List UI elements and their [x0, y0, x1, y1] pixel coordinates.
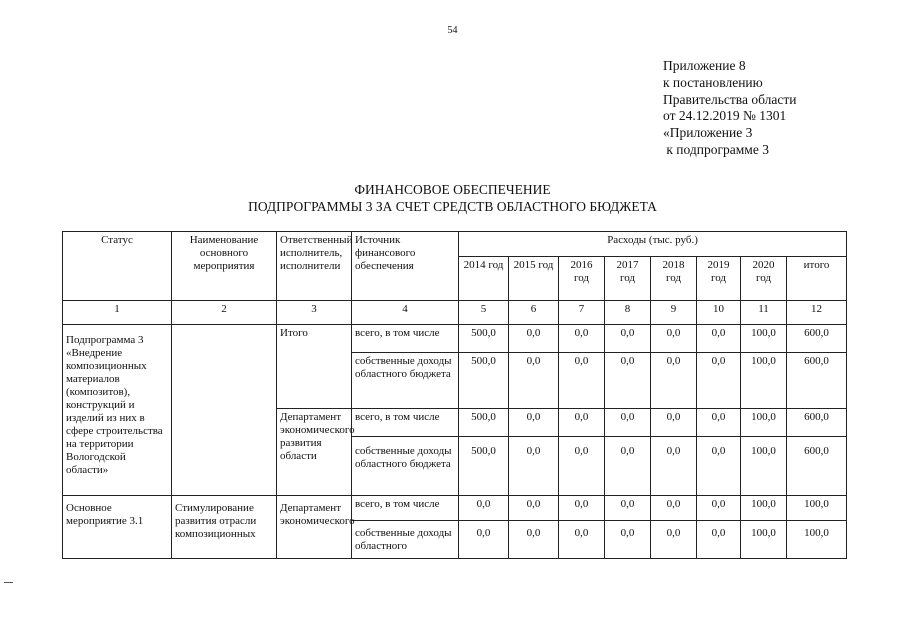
total-cell: 100,0	[787, 496, 847, 521]
value-cell: 0,0	[605, 437, 651, 496]
appendix-reference	[663, 58, 796, 159]
value-cell: 0,0	[651, 353, 697, 409]
value-cell: 500,0	[459, 325, 509, 353]
header-year: 2014 год	[459, 257, 509, 301]
header-executor: Ответственный исполнитель, исполнители	[277, 232, 352, 301]
appendix-line: к постановлению	[663, 74, 763, 90]
value-cell: 0,0	[651, 325, 697, 353]
value-cell: 100,0	[741, 437, 787, 496]
value-cell: 0,0	[605, 325, 651, 353]
value-cell: 500,0	[459, 437, 509, 496]
value-cell: 0,0	[605, 521, 651, 559]
column-number: 12	[787, 301, 847, 325]
total-cell: 600,0	[787, 353, 847, 409]
value-cell: 0,0	[559, 496, 605, 521]
value-cell: 0,0	[697, 409, 741, 437]
subprogram-status: Подпрограмма 3 «Внедрение композиционных материалов (композитов), конструкций и изделий из них в сфере строительства на территории Вологодской области»	[63, 325, 172, 496]
value-cell: 0,0	[697, 437, 741, 496]
funding-source: всего, в том числе	[352, 325, 459, 353]
header-year: 2018 год	[651, 257, 697, 301]
column-number: 8	[605, 301, 651, 325]
funding-source: собственные доходы областного бюджета	[352, 437, 459, 496]
value-cell: 0,0	[697, 353, 741, 409]
value-cell: 0,0	[697, 521, 741, 559]
appendix-line: от 24.12.2019 № 1301	[663, 108, 787, 124]
header-total: итого	[787, 257, 847, 301]
header-status: Статус	[63, 232, 172, 301]
value-cell: 100,0	[741, 409, 787, 437]
main-event-name: Стимулирование развития отрасли композиционных	[172, 496, 277, 559]
financing-table	[62, 231, 847, 559]
page-number: 54	[447, 25, 458, 36]
value-cell: 0,0	[509, 496, 559, 521]
value-cell: 0,0	[459, 521, 509, 559]
value-cell: 0,0	[605, 496, 651, 521]
total-cell: 600,0	[787, 325, 847, 353]
value-cell: 0,0	[509, 409, 559, 437]
column-number: 9	[651, 301, 697, 325]
main-event-status: Основное мероприятие 3.1	[63, 496, 172, 559]
value-cell: 0,0	[651, 496, 697, 521]
header-year: 2020 год	[741, 257, 787, 301]
title-line-1: ФИНАНСОВОЕ ОБЕСПЕЧЕНИЕ	[354, 182, 551, 197]
margin-mark	[4, 582, 13, 583]
value-cell: 0,0	[651, 437, 697, 496]
total-cell: 100,0	[787, 521, 847, 559]
value-cell: 0,0	[651, 521, 697, 559]
appendix-line: к подпрограмме 3	[663, 141, 769, 157]
subprogram-event-name	[172, 325, 277, 496]
value-cell: 0,0	[559, 353, 605, 409]
value-cell: 0,0	[559, 521, 605, 559]
funding-source: собственные доходы областного бюджета	[352, 353, 459, 409]
column-number: 7	[559, 301, 605, 325]
table-row	[63, 496, 847, 521]
column-number: 11	[741, 301, 787, 325]
value-cell: 500,0	[459, 353, 509, 409]
value-cell: 0,0	[605, 409, 651, 437]
value-cell: 100,0	[741, 353, 787, 409]
header-event-name: Наименование основного мероприятия	[172, 232, 277, 301]
table-row	[63, 325, 847, 353]
header-year: 2016 год	[559, 257, 605, 301]
column-number: 5	[459, 301, 509, 325]
value-cell: 500,0	[459, 409, 509, 437]
executor-cell: Департамент экономического	[277, 496, 352, 559]
funding-source: собственные доходы областного	[352, 521, 459, 559]
value-cell: 0,0	[697, 496, 741, 521]
document-title	[0, 181, 905, 215]
column-number-row	[63, 301, 847, 325]
header-funding-source: Источник финансового обеспечения	[352, 232, 459, 301]
value-cell: 0,0	[459, 496, 509, 521]
value-cell: 100,0	[741, 521, 787, 559]
column-number: 1	[63, 301, 172, 325]
appendix-line: Правительства области	[663, 91, 797, 107]
value-cell: 0,0	[697, 325, 741, 353]
value-cell: 0,0	[509, 521, 559, 559]
appendix-line: Приложение 8	[663, 58, 746, 73]
value-cell: 100,0	[741, 496, 787, 521]
value-cell: 0,0	[559, 437, 605, 496]
value-cell: 0,0	[509, 325, 559, 353]
column-number: 4	[352, 301, 459, 325]
value-cell: 0,0	[559, 325, 605, 353]
header-year: 2019 год	[697, 257, 741, 301]
column-number: 10	[697, 301, 741, 325]
value-cell: 0,0	[509, 437, 559, 496]
value-cell: 0,0	[509, 353, 559, 409]
funding-source: всего, в том числе	[352, 496, 459, 521]
header-year: 2015 год	[509, 257, 559, 301]
column-number: 6	[509, 301, 559, 325]
executor-cell: Департамент экономического развития области	[277, 409, 352, 496]
total-cell: 600,0	[787, 409, 847, 437]
funding-source: всего, в том числе	[352, 409, 459, 437]
header-year: 2017 год	[605, 257, 651, 301]
header-expenses: Расходы (тыс. руб.)	[459, 232, 847, 257]
column-number: 3	[277, 301, 352, 325]
appendix-line: «Приложение 3	[663, 125, 753, 141]
value-cell: 0,0	[651, 409, 697, 437]
column-number: 2	[172, 301, 277, 325]
executor-cell: Итого	[277, 325, 352, 409]
total-cell: 600,0	[787, 437, 847, 496]
value-cell: 0,0	[605, 353, 651, 409]
title-line-2: ПОДПРОГРАММЫ 3 ЗА СЧЕТ СРЕДСТВ ОБЛАСТНОГО БЮДЖЕТА	[248, 199, 657, 214]
value-cell: 100,0	[741, 325, 787, 353]
value-cell: 0,0	[559, 409, 605, 437]
